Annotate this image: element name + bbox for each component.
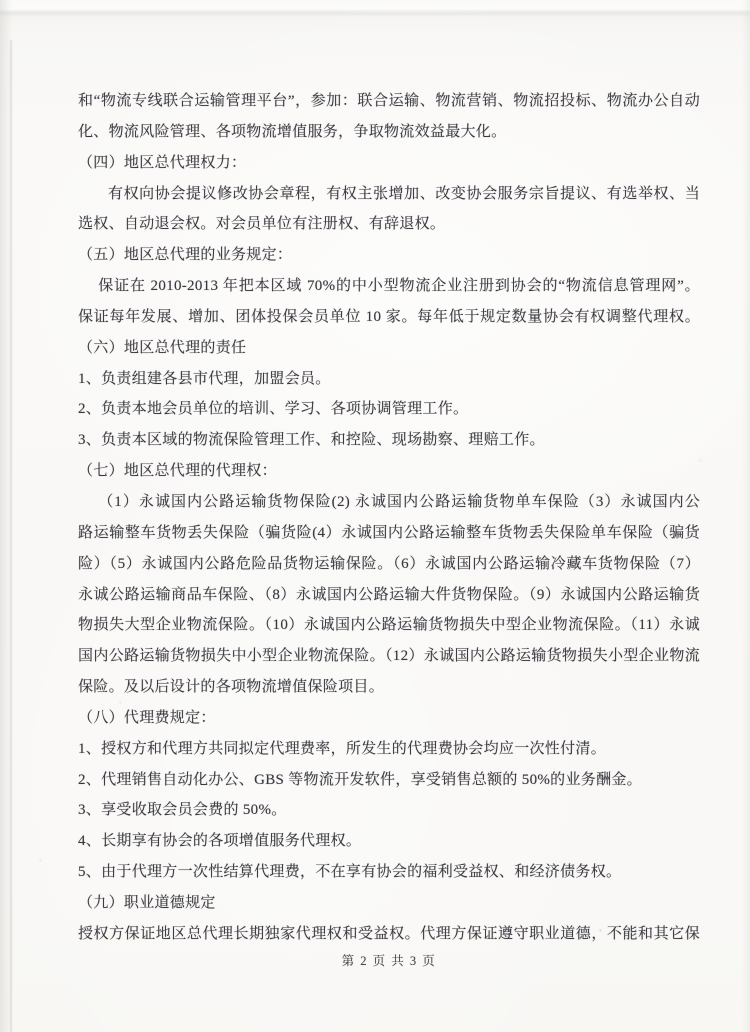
scan-left-fold-line — [10, 40, 12, 1032]
text-line: 2、负责本地会员单位的培训、学习、各项协调管理工作。 — [78, 401, 469, 418]
scan-top-shadow-band — [0, 12, 750, 15]
text-line: （五）地区总代理的业务规定： — [78, 247, 293, 264]
text-line: 化、物流风险管理、各项物流增值服务，争取物流效益最大化。 — [78, 123, 507, 140]
text-line: 国内公路运输货物损失中小型企业物流保险。（12）永诚国内公路运输货物损失小型企业物流 — [78, 648, 700, 665]
text-line: （九）职业道德规定 — [78, 894, 216, 911]
scan-noise-speckles — [0, 0, 1, 1]
text-line: （八）代理费规定： — [78, 709, 216, 726]
text-line: 险）（5）永诚国内公路危险品货物运输保险。（6）永诚国内公路运输冷藏车货物保险（7） — [78, 555, 700, 572]
text-line: 保证每年发展、增加、团体投保会员单位 10 家。每年低于规定数量协会有权调整代理权。 — [78, 308, 700, 325]
text-line: 物损失大型企业物流保险。（10）永诚国内公路运输货物损失中型企业物流保险。（11）永诚 — [78, 617, 700, 634]
text-line: 永诚公路运输商品车保险、（8）永诚国内公路运输大件货物保险。（9）永诚国内公路运输货 — [78, 586, 700, 603]
text-line: 保证在 2010-2013 年把本区域 70%的中小型物流企业注册到协会的“物流信息管理网”。 — [98, 278, 700, 295]
text-line: 5、由于代理方一次性结算代理费，不在享有协会的福利受益权、和经济债务权。 — [78, 864, 622, 881]
text-line: 路运输整车货物丢失保险（骗货险(4）永诚国内公路运输整车货物丢失保险单车保险（骗货 — [78, 524, 700, 541]
text-line: 授权方保证地区总代理长期独家代理权和受益权。代理方保证遵守职业道德，不能和其它保 — [78, 925, 700, 942]
text-line: 选权、自动退会权。对会员单位有注册权、有辞退权。 — [78, 216, 446, 233]
text-line: 2、代理销售自动化办公、GBS 等物流开发软件，享受销售总额的 50%的业务酬金。 — [78, 771, 642, 788]
text-line: 3、享受收取会员会费的 50%。 — [78, 802, 287, 819]
scan-right-edge-shade — [742, 0, 750, 1032]
text-line: （七）地区总代理的代理权： — [78, 463, 277, 480]
text-line: 1、授权方和代理方共同拟定代理费率，所发生的代理费协会均应一次性付清。 — [78, 740, 607, 757]
text-line: 3、负责本区域的物流保险管理工作、和控险、现场勘察、理赔工作。 — [78, 432, 545, 449]
text-line: 1、负责组建各县市代理，加盟会员。 — [78, 370, 331, 387]
text-line: 保险。及以后设计的各项物流增值保险项目。 — [78, 679, 385, 696]
text-line: 4、长期享有协会的各项增值服务代理权。 — [78, 833, 362, 850]
document-body — [78, 86, 700, 950]
text-line: （六）地区总代理的责任 — [78, 339, 247, 356]
text-line: （四）地区总代理权力： — [78, 154, 247, 171]
page-footer: 第 2 页 共 3 页 — [341, 954, 437, 968]
text-line: 和“物流专线联合运输管理平台”，参加：联合运输、物流营销、物流招投标、物流办公自动 — [78, 93, 700, 109]
text-line: 有权向协会提议修改协会章程，有权主张增加、改变协会服务宗旨提议、有选举权、当 — [108, 185, 700, 202]
scan-top-white-strip — [0, 0, 750, 10]
text-line: （1）永诚国内公路运输货物保险(2) 永诚国内公路运输货物单车保险（3）永诚国内公 — [98, 493, 700, 510]
